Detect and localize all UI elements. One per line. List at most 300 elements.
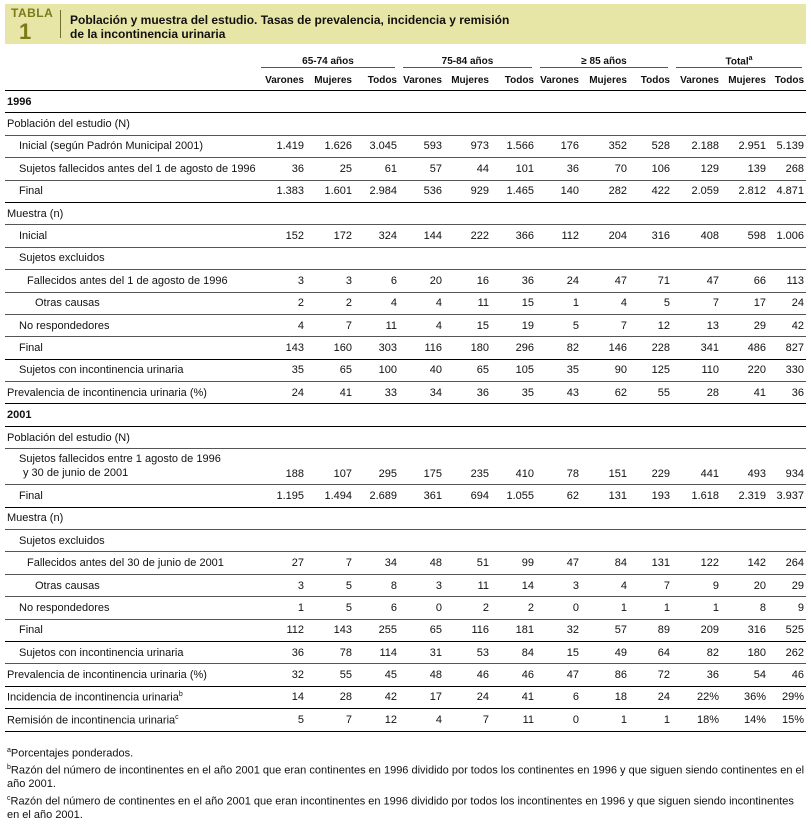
row-label: Prevalencia de incontinencia urinaria (%)	[5, 664, 257, 686]
table-cell	[306, 530, 354, 552]
table-cell: 1.465	[491, 180, 536, 202]
row-label: Final	[5, 619, 257, 641]
table-cell: 330	[768, 359, 806, 381]
table-cell	[672, 91, 721, 113]
table-cell: 17	[721, 292, 768, 314]
table-cell: 15%	[768, 709, 806, 731]
table-cell: 14	[491, 574, 536, 596]
table-cell	[444, 91, 491, 113]
table-cell: 9	[768, 597, 806, 619]
table-row	[5, 314, 806, 336]
table-cell	[444, 202, 491, 224]
table-cell: 47	[536, 552, 581, 574]
table-cell: 593	[399, 135, 444, 157]
table-cell: 34	[399, 382, 444, 404]
table-cell: 101	[491, 158, 536, 180]
table-cell: 36	[444, 382, 491, 404]
table-cell	[354, 426, 399, 448]
table-cell: 3	[257, 574, 306, 596]
table-row	[5, 507, 806, 529]
table-cell: 100	[354, 359, 399, 381]
table-cell: 47	[672, 270, 721, 292]
table-cell: 125	[629, 359, 672, 381]
table-cell: 71	[629, 270, 672, 292]
table-cell: 7	[306, 314, 354, 336]
table-cell: 1.618	[672, 485, 721, 507]
table-cell: 5	[306, 574, 354, 596]
table-cell: 19	[491, 314, 536, 336]
table-cell: 43	[536, 382, 581, 404]
row-label: Sujetos fallecidos entre 1 agosto de 1996 y 30 de junio de 2001	[5, 449, 257, 485]
table-cell: 46	[768, 664, 806, 686]
table-cell: 7	[444, 709, 491, 731]
table-cell	[768, 91, 806, 113]
table-cell: 528	[629, 135, 672, 157]
row-label: No respondedores	[5, 314, 257, 336]
table-cell: 441	[672, 449, 721, 485]
table-cell: 49	[581, 641, 629, 663]
table-cell: 6	[354, 597, 399, 619]
table-cell: 1.195	[257, 485, 306, 507]
table-cell: 0	[536, 709, 581, 731]
table-cell: 7	[306, 709, 354, 731]
table-cell: 146	[581, 337, 629, 359]
footnote-a: $^a$Porcentajes ponderados.	[7, 747, 134, 760]
row-label: Final	[5, 337, 257, 359]
table-cell: 116	[399, 337, 444, 359]
table-cell: 35	[257, 359, 306, 381]
table-row	[5, 292, 806, 314]
table-cell: 42	[354, 686, 399, 708]
table-row	[5, 641, 806, 663]
table-cell: 110	[672, 359, 721, 381]
table-cell: 4	[354, 292, 399, 314]
table-cell: 0	[399, 597, 444, 619]
table-cell: 2.812	[721, 180, 768, 202]
table-cell: 131	[629, 552, 672, 574]
data-table	[5, 52, 806, 732]
table-number-box	[5, 4, 57, 44]
table-cell: 316	[721, 619, 768, 641]
table-cell	[721, 247, 768, 269]
table-cell: 57	[399, 158, 444, 180]
table-cell: 112	[257, 619, 306, 641]
table-cell	[581, 91, 629, 113]
table-cell	[399, 247, 444, 269]
table-cell	[399, 91, 444, 113]
table-cell: 1.626	[306, 135, 354, 157]
table-cell: 24	[444, 686, 491, 708]
table-cell: 160	[306, 337, 354, 359]
row-label: Sujetos excluidos	[5, 247, 257, 269]
table-cell: 1	[629, 597, 672, 619]
table-cell: 28	[672, 382, 721, 404]
table-cell	[672, 202, 721, 224]
table-cell: 17	[399, 686, 444, 708]
table-cell	[629, 113, 672, 135]
table-cell: 105	[491, 359, 536, 381]
table-cell	[306, 507, 354, 529]
table-cell: 262	[768, 641, 806, 663]
table-cell	[768, 113, 806, 135]
table-cell	[629, 247, 672, 269]
col-varones: Varones	[257, 70, 306, 91]
table-cell: 48	[399, 552, 444, 574]
row-label: 2001	[5, 404, 257, 426]
table-row	[5, 225, 806, 247]
table-cell	[491, 91, 536, 113]
table-cell: 0	[536, 597, 581, 619]
table-cell: 408	[672, 225, 721, 247]
table-cell: 151	[581, 449, 629, 485]
table-cell: 366	[491, 225, 536, 247]
table-cell: 29	[768, 574, 806, 596]
table-cell: 4	[257, 314, 306, 336]
table-cell	[257, 91, 306, 113]
table-cell: 1.055	[491, 485, 536, 507]
table-cell	[354, 404, 399, 426]
table-row	[5, 597, 806, 619]
table-cell: 36	[768, 382, 806, 404]
table-row	[5, 359, 806, 381]
table-cell: 1	[629, 709, 672, 731]
table-cell: 228	[629, 337, 672, 359]
table-cell: 15	[536, 641, 581, 663]
table-cell	[399, 507, 444, 529]
row-label: Inicial (según Padrón Municipal 2001)	[5, 135, 257, 157]
table-cell	[354, 91, 399, 113]
table-row	[5, 270, 806, 292]
table-cell: 181	[491, 619, 536, 641]
table-cell: 47	[581, 270, 629, 292]
table-cell: 55	[306, 664, 354, 686]
group-header-75-84: 75-84 años	[399, 52, 536, 70]
table-cell	[581, 202, 629, 224]
table-cell: 139	[721, 158, 768, 180]
table-cell: 11	[491, 709, 536, 731]
table-cell: 222	[444, 225, 491, 247]
table-cell	[536, 507, 581, 529]
table-cell: 7	[306, 552, 354, 574]
table-cell: 48	[399, 664, 444, 686]
table-cell: 1.419	[257, 135, 306, 157]
header-divider	[60, 10, 61, 38]
table-cell	[721, 91, 768, 113]
table-cell: 114	[354, 641, 399, 663]
table-cell: 264	[768, 552, 806, 574]
table-cell: 46	[491, 664, 536, 686]
table-cell: 41	[721, 382, 768, 404]
table-cell: 36	[536, 158, 581, 180]
table-cell: 18%	[672, 709, 721, 731]
table-cell	[721, 113, 768, 135]
table-cell	[444, 247, 491, 269]
table-cell	[257, 530, 306, 552]
table-cell	[306, 426, 354, 448]
table-cell: 3.937	[768, 485, 806, 507]
table-cell	[672, 247, 721, 269]
table-cell: 55	[629, 382, 672, 404]
table-cell: 32	[536, 619, 581, 641]
table-cell: 934	[768, 449, 806, 485]
table-cell: 2.951	[721, 135, 768, 157]
table-cell	[672, 507, 721, 529]
table-cell	[491, 113, 536, 135]
table-cell: 235	[444, 449, 491, 485]
table-cell: 22%	[672, 686, 721, 708]
table-cell: 20	[721, 574, 768, 596]
table-cell: 89	[629, 619, 672, 641]
table-cell: 3.045	[354, 135, 399, 157]
table-cell: 303	[354, 337, 399, 359]
table-row	[5, 202, 806, 224]
table-cell: 1	[581, 709, 629, 731]
table-cell: 8	[721, 597, 768, 619]
table-cell: 144	[399, 225, 444, 247]
table-cell: 7	[581, 314, 629, 336]
row-label: Fallecidos antes del 1 de agosto de 1996	[5, 270, 257, 292]
footnote-c: $^c$Razón del número de continentes en el año 2001 que eran incontinentes en 1996 dividido por todos los incontinentes en 1996 y que siguen siendo incontinentes en el año 2001.	[7, 794, 794, 821]
table-cell	[306, 113, 354, 135]
table-row	[5, 135, 806, 157]
table-cell: 2	[491, 597, 536, 619]
table-cell	[629, 91, 672, 113]
table-cell	[581, 404, 629, 426]
table-cell: 229	[629, 449, 672, 485]
table-title-line2: de la incontinencia urinaria	[70, 27, 226, 41]
table-cell	[721, 202, 768, 224]
table-cell: 180	[444, 337, 491, 359]
table-cell: 268	[768, 158, 806, 180]
table-cell: 24	[536, 270, 581, 292]
table-cell: 5	[306, 597, 354, 619]
table-cell: 41	[491, 686, 536, 708]
table-cell: 36%	[721, 686, 768, 708]
table-cell: 1.566	[491, 135, 536, 157]
col-varones: Varones	[672, 70, 721, 91]
table-cell: 4	[581, 292, 629, 314]
table-cell: 35	[536, 359, 581, 381]
table-cell	[444, 530, 491, 552]
table-cell: 106	[629, 158, 672, 180]
col-varones: Varones	[536, 70, 581, 91]
row-label: Incidencia de incontinencia urinaria$^b$	[5, 686, 257, 708]
table-cell	[444, 113, 491, 135]
row-label: Muestra (n)	[5, 507, 257, 529]
table-row	[5, 709, 806, 731]
table-cell	[444, 507, 491, 529]
tabla-label: TABLA	[11, 6, 54, 20]
table-cell	[399, 202, 444, 224]
table-cell	[536, 530, 581, 552]
table-cell: 5	[536, 314, 581, 336]
table-cell	[721, 426, 768, 448]
table-cell: 4.871	[768, 180, 806, 202]
table-cell: 11	[444, 292, 491, 314]
group-header-65-74: 65-74 años	[257, 52, 399, 70]
table-cell: 99	[491, 552, 536, 574]
table-cell: 70	[581, 158, 629, 180]
row-label: Población del estudio (N)	[5, 113, 257, 135]
table-cell: 827	[768, 337, 806, 359]
table-cell: 2.059	[672, 180, 721, 202]
table-cell	[306, 202, 354, 224]
row-label: Final	[5, 485, 257, 507]
table-cell: 175	[399, 449, 444, 485]
table-row	[5, 664, 806, 686]
row-label: Otras causas	[5, 292, 257, 314]
table-cell: 65	[306, 359, 354, 381]
table-cell: 28	[306, 686, 354, 708]
table-header-banner	[5, 4, 806, 44]
table-row	[5, 91, 806, 113]
table-cell: 34	[354, 552, 399, 574]
group-header-total: Total$^a$	[672, 52, 806, 70]
table-cell	[536, 247, 581, 269]
table-cell: 131	[581, 485, 629, 507]
table-cell: 1.383	[257, 180, 306, 202]
table-cell	[399, 426, 444, 448]
col-mujeres: Mujeres	[581, 70, 629, 91]
table-cell: 15	[491, 292, 536, 314]
row-label: Muestra (n)	[5, 202, 257, 224]
table-cell: 66	[721, 270, 768, 292]
table-cell: 13	[672, 314, 721, 336]
col-todos: Todos	[491, 70, 536, 91]
table-cell: 84	[491, 641, 536, 663]
table-body	[5, 91, 806, 732]
table-row	[5, 158, 806, 180]
table-cell	[629, 404, 672, 426]
table-row	[5, 180, 806, 202]
table-cell: 122	[672, 552, 721, 574]
table-cell: 40	[399, 359, 444, 381]
group-header-row	[5, 52, 806, 70]
table-cell: 57	[581, 619, 629, 641]
table-cell	[399, 113, 444, 135]
table-cell: 929	[444, 180, 491, 202]
table-cell: 2.319	[721, 485, 768, 507]
table-cell: 2	[257, 292, 306, 314]
table-cell	[768, 202, 806, 224]
table-row	[5, 485, 806, 507]
table-cell: 4	[399, 314, 444, 336]
table-row	[5, 574, 806, 596]
table-cell: 296	[491, 337, 536, 359]
table-cell: 33	[354, 382, 399, 404]
table-cell: 282	[581, 180, 629, 202]
table-row	[5, 404, 806, 426]
table-cell: 24	[768, 292, 806, 314]
table-cell: 493	[721, 449, 768, 485]
table-cell: 209	[672, 619, 721, 641]
footnotes	[7, 744, 807, 822]
table-cell: 7	[629, 574, 672, 596]
table-cell: 24	[629, 686, 672, 708]
table-cell	[444, 404, 491, 426]
table-cell: 142	[721, 552, 768, 574]
table-cell: 15	[444, 314, 491, 336]
table-cell: 9	[672, 574, 721, 596]
table-cell: 352	[581, 135, 629, 157]
table-cell: 61	[354, 158, 399, 180]
table-cell	[491, 247, 536, 269]
table-cell: 11	[354, 314, 399, 336]
table-cell: 1.494	[306, 485, 354, 507]
table-cell: 204	[581, 225, 629, 247]
table-cell	[768, 404, 806, 426]
table-cell: 35	[491, 382, 536, 404]
table-title	[70, 13, 790, 41]
table-cell: 5.139	[768, 135, 806, 157]
table-cell	[629, 426, 672, 448]
table-row	[5, 426, 806, 448]
table-cell: 3	[306, 270, 354, 292]
table-cell: 53	[444, 641, 491, 663]
table-cell	[257, 113, 306, 135]
table-cell: 62	[581, 382, 629, 404]
table-cell	[629, 507, 672, 529]
table-cell: 2.689	[354, 485, 399, 507]
table-cell	[399, 404, 444, 426]
row-label: Fallecidos antes del 30 de junio de 2001	[5, 552, 257, 574]
table-cell: 11	[444, 574, 491, 596]
table-cell: 2	[306, 292, 354, 314]
table-cell	[257, 404, 306, 426]
row-label: Final	[5, 180, 257, 202]
table-cell: 295	[354, 449, 399, 485]
table-cell: 14%	[721, 709, 768, 731]
table-cell	[354, 530, 399, 552]
table-cell: 1.601	[306, 180, 354, 202]
table-cell: 45	[354, 664, 399, 686]
table-cell: 62	[536, 485, 581, 507]
table-cell	[536, 91, 581, 113]
subheader-label-cell	[5, 70, 257, 91]
table-cell: 2.984	[354, 180, 399, 202]
table-cell: 6	[536, 686, 581, 708]
table-cell	[768, 507, 806, 529]
col-mujeres: Mujeres	[306, 70, 354, 91]
table-cell: 27	[257, 552, 306, 574]
table-cell	[536, 113, 581, 135]
tabla-number: 1	[19, 19, 32, 44]
col-todos: Todos	[354, 70, 399, 91]
table-cell: 422	[629, 180, 672, 202]
table-cell: 1	[536, 292, 581, 314]
table-cell: 82	[672, 641, 721, 663]
table-cell: 78	[306, 641, 354, 663]
table-cell: 32	[257, 664, 306, 686]
row-label: 1996	[5, 91, 257, 113]
table-cell: 4	[399, 709, 444, 731]
table-cell: 4	[581, 574, 629, 596]
table-row	[5, 113, 806, 135]
table-cell: 2.188	[672, 135, 721, 157]
table-cell: 694	[444, 485, 491, 507]
table-cell	[768, 530, 806, 552]
table-cell	[629, 202, 672, 224]
table-cell: 24	[257, 382, 306, 404]
table-cell: 3	[399, 574, 444, 596]
footnote-b: $^b$Razón del número de incontinentes en el año 2001 que eran continentes en 1996 dividido por todos los continentes en 1996 y que siguen siendo continentes en el año 2001.	[7, 764, 805, 791]
table-cell: 82	[536, 337, 581, 359]
table-cell: 86	[581, 664, 629, 686]
table-cell	[672, 530, 721, 552]
table-cell: 536	[399, 180, 444, 202]
table-cell	[672, 426, 721, 448]
table-cell	[581, 507, 629, 529]
